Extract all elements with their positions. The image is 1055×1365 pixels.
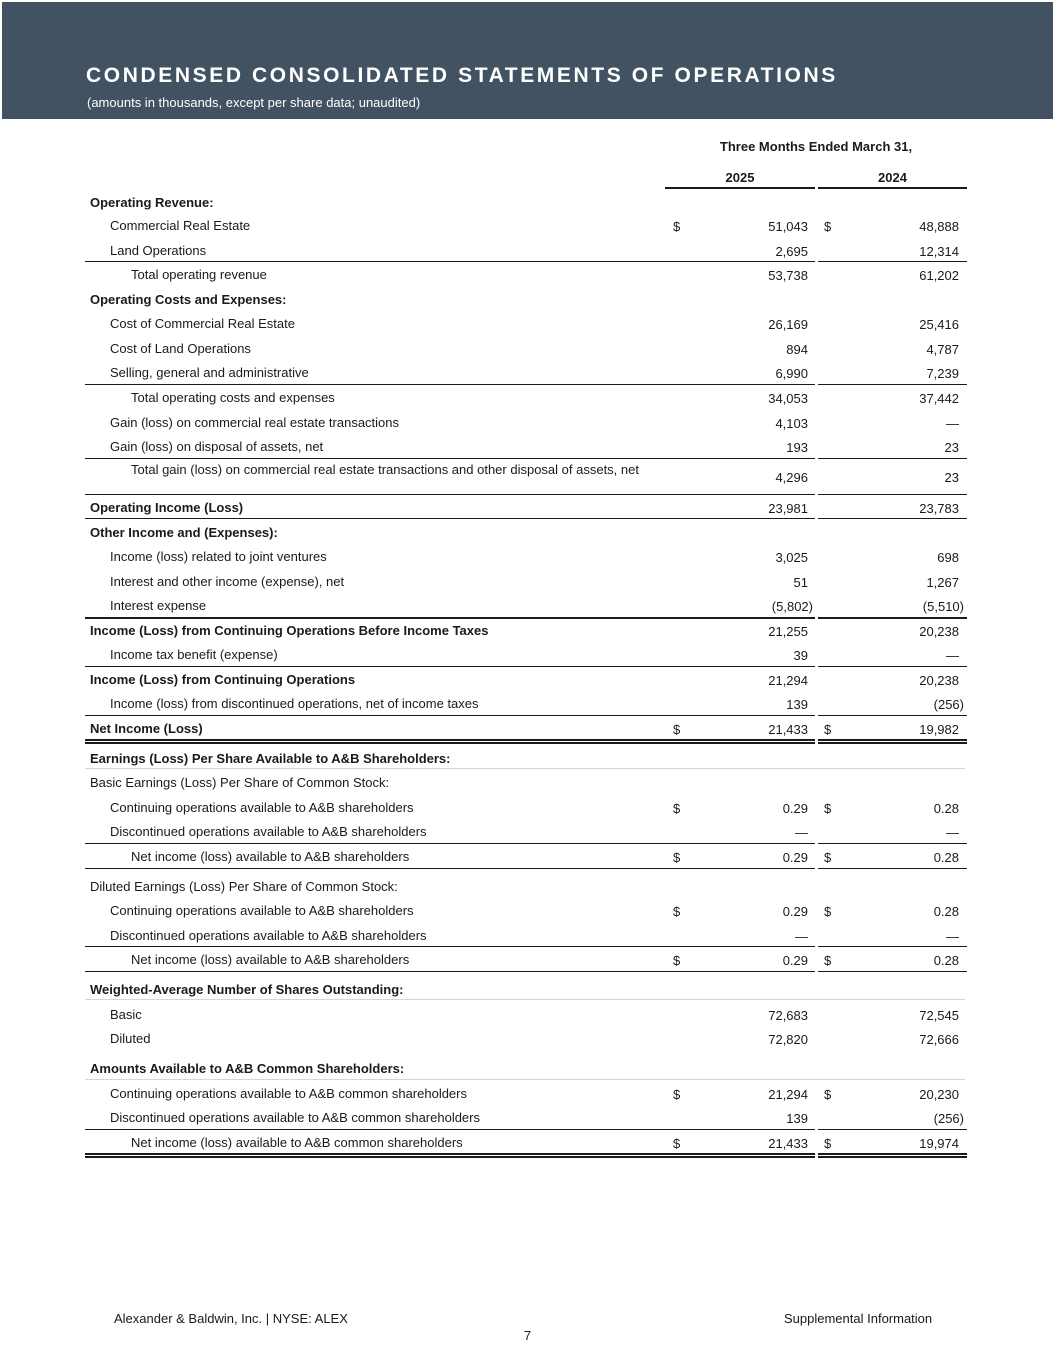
row-label: Total gain (loss) on commercial real estate transactions and other disposal of assets, net bbox=[131, 462, 639, 477]
value-2024: 23,783 bbox=[919, 501, 959, 516]
value-2025: 72,683 bbox=[768, 1008, 808, 1023]
row-label: Total operating revenue bbox=[131, 267, 267, 282]
table-rule bbox=[85, 617, 665, 619]
currency-symbol: $ bbox=[824, 1136, 832, 1151]
row-label: Discontinued operations available to A&B shareholders bbox=[110, 824, 427, 839]
table-rule bbox=[85, 1153, 665, 1158]
row-label: Discontinued operations available to A&B common shareholders bbox=[110, 1110, 480, 1125]
value-2025: (5,802) bbox=[771, 599, 813, 614]
value-2024: 72,545 bbox=[919, 1008, 959, 1023]
table-rule bbox=[85, 518, 665, 519]
row-label: Income (loss) related to joint ventures bbox=[110, 549, 327, 564]
table-rule bbox=[818, 384, 967, 385]
value-2025: — bbox=[795, 825, 808, 840]
row-label: Net Income (Loss) bbox=[90, 721, 203, 736]
table-rule bbox=[665, 1129, 815, 1130]
value-2025: 21,255 bbox=[768, 624, 808, 639]
table-rule bbox=[665, 843, 815, 844]
row-label: Net income (loss) available to A&B shareholders bbox=[131, 849, 410, 864]
value-2025: 51 bbox=[793, 575, 808, 590]
row-label: Gain (loss) on disposal of assets, net bbox=[110, 439, 324, 454]
row-label: Basic bbox=[110, 1007, 142, 1022]
table-rule bbox=[665, 1153, 815, 1158]
row-label: Interest and other income (expense), net bbox=[110, 574, 345, 589]
row-label: Operating Income (Loss) bbox=[90, 500, 244, 515]
value-2024: 23 bbox=[944, 440, 959, 455]
table-rule bbox=[665, 946, 815, 947]
value-2025: 4,296 bbox=[775, 470, 808, 485]
table-rule bbox=[85, 999, 965, 1000]
value-2024: 4,787 bbox=[926, 342, 959, 357]
table-rule bbox=[818, 261, 967, 262]
value-2024: 12,314 bbox=[919, 244, 959, 259]
row-label: Diluted bbox=[110, 1031, 151, 1046]
table-rule bbox=[665, 261, 815, 262]
table-rule bbox=[818, 715, 967, 716]
value-2024: 1,267 bbox=[926, 575, 959, 590]
row-label: Income (Loss) from Continuing Operations bbox=[90, 672, 356, 687]
table-rule bbox=[85, 739, 665, 744]
value-2025: 3,025 bbox=[775, 550, 808, 565]
value-2025: 0.29 bbox=[782, 801, 808, 816]
row-label: Cost of Commercial Real Estate bbox=[110, 316, 295, 331]
value-2024: 0.28 bbox=[933, 953, 959, 968]
row-label: Operating Revenue: bbox=[90, 195, 214, 210]
row-label: Earnings (Loss) Per Share Available to A&B Shareholders: bbox=[90, 751, 451, 766]
value-2025: 0.29 bbox=[782, 850, 808, 865]
table-rule bbox=[85, 768, 965, 769]
table-rule bbox=[665, 494, 815, 495]
row-label: Basic Earnings (Loss) Per Share of Common Stock: bbox=[90, 775, 390, 790]
currency-symbol: $ bbox=[824, 1087, 832, 1102]
row-label: Interest expense bbox=[110, 598, 207, 613]
row-label: Land Operations bbox=[110, 243, 207, 258]
table-rule bbox=[818, 1153, 967, 1158]
row-label: Cost of Land Operations bbox=[110, 341, 251, 356]
table-rule bbox=[818, 666, 967, 667]
table-rule bbox=[85, 666, 665, 667]
period-header: Three Months Ended March 31, bbox=[719, 139, 913, 154]
table-rule bbox=[85, 1079, 965, 1080]
value-2025: 21,433 bbox=[768, 1136, 808, 1151]
value-2025: 23,981 bbox=[768, 501, 808, 516]
table-rule bbox=[818, 971, 967, 972]
column-header-2024: 2024 bbox=[878, 170, 907, 185]
table-rule bbox=[818, 494, 967, 495]
value-2025: 34,053 bbox=[768, 391, 808, 406]
table-rule bbox=[665, 518, 815, 519]
table-rule bbox=[665, 666, 815, 667]
table-rule bbox=[85, 261, 665, 262]
value-2025: 21,433 bbox=[768, 722, 808, 737]
value-2024: 698 bbox=[937, 550, 959, 565]
table-rule bbox=[818, 843, 967, 844]
table-rule bbox=[818, 1129, 967, 1130]
column-header-2025: 2025 bbox=[725, 170, 755, 185]
value-2025: 2,695 bbox=[775, 244, 808, 259]
currency-symbol: $ bbox=[673, 1087, 681, 1102]
currency-symbol: $ bbox=[824, 801, 832, 816]
table-rule bbox=[665, 868, 815, 869]
row-label: Diluted Earnings (Loss) Per Share of Common Stock: bbox=[90, 879, 398, 894]
value-2025: 21,294 bbox=[768, 673, 808, 688]
value-2024: — bbox=[946, 929, 959, 944]
value-2024: 19,974 bbox=[919, 1136, 959, 1151]
footer-company: Alexander & Baldwin, Inc. | NYSE: ALEX bbox=[114, 1311, 348, 1326]
value-2025: 0.29 bbox=[782, 904, 808, 919]
value-2024: 20,238 bbox=[919, 673, 959, 688]
page-title: CONDENSED CONSOLIDATED STATEMENTS OF OPERATIONS bbox=[86, 64, 838, 87]
value-2024: (256) bbox=[933, 1111, 964, 1126]
currency-symbol: $ bbox=[824, 953, 832, 968]
value-2024: 0.28 bbox=[933, 850, 959, 865]
table-rule bbox=[85, 715, 665, 716]
value-2024: 20,230 bbox=[919, 1087, 959, 1102]
row-label: Amounts Available to A&B Common Shareholders: bbox=[90, 1061, 405, 1076]
table-rule bbox=[818, 458, 967, 459]
row-label: Continuing operations available to A&B common shareholders bbox=[110, 1086, 467, 1101]
row-label: Continuing operations available to A&B shareholders bbox=[110, 903, 414, 918]
row-label: Income (Loss) from Continuing Operations Before Income Taxes bbox=[90, 623, 489, 638]
value-2024: 37,442 bbox=[919, 391, 959, 406]
value-2025: 139 bbox=[786, 697, 808, 712]
table-rule bbox=[665, 971, 815, 972]
table-rule bbox=[85, 494, 665, 495]
currency-symbol: $ bbox=[673, 801, 681, 816]
table-rule bbox=[818, 739, 967, 744]
table-rule bbox=[818, 946, 967, 947]
row-label: Net income (loss) available to A&B shareholders bbox=[131, 952, 410, 967]
table-rule bbox=[665, 384, 815, 385]
value-2024: 0.28 bbox=[933, 801, 959, 816]
value-2024: 20,238 bbox=[919, 624, 959, 639]
value-2024: 7,239 bbox=[926, 366, 959, 381]
currency-symbol: $ bbox=[673, 1136, 681, 1151]
row-label: Operating Costs and Expenses: bbox=[90, 292, 287, 307]
currency-symbol: $ bbox=[824, 722, 832, 737]
currency-symbol: $ bbox=[673, 722, 681, 737]
table-rule bbox=[85, 946, 665, 947]
currency-symbol: $ bbox=[673, 219, 681, 234]
currency-symbol: $ bbox=[673, 904, 681, 919]
value-2025: 6,990 bbox=[775, 366, 808, 381]
value-2024: 61,202 bbox=[919, 268, 959, 283]
table-rule bbox=[85, 458, 665, 459]
value-2024: — bbox=[946, 648, 959, 663]
value-2025: 51,043 bbox=[768, 219, 808, 234]
row-label: Weighted-Average Number of Shares Outstanding: bbox=[90, 982, 404, 997]
value-2025: 39 bbox=[793, 648, 808, 663]
table-rule bbox=[818, 868, 967, 869]
row-label: Income tax benefit (expense) bbox=[110, 647, 278, 662]
table-rule bbox=[85, 1129, 665, 1130]
value-2025: 894 bbox=[786, 342, 808, 357]
value-2025: 139 bbox=[786, 1111, 808, 1126]
currency-symbol: $ bbox=[673, 850, 681, 865]
row-label: Income (loss) from discontinued operations, net of income taxes bbox=[110, 696, 479, 711]
table-rule bbox=[818, 518, 967, 519]
page-subtitle: (amounts in thousands, except per share data; unaudited) bbox=[87, 95, 421, 110]
value-2025: 4,103 bbox=[775, 416, 808, 431]
value-2025: 53,738 bbox=[768, 268, 808, 283]
table-rule bbox=[665, 715, 815, 716]
table-rule bbox=[665, 617, 815, 619]
value-2024: 0.28 bbox=[933, 904, 959, 919]
value-2025: 193 bbox=[786, 440, 808, 455]
value-2024: (256) bbox=[933, 697, 964, 712]
row-label: Total operating costs and expenses bbox=[131, 390, 335, 405]
table-rule bbox=[818, 617, 967, 619]
table-rule bbox=[85, 868, 665, 869]
value-2024: 72,666 bbox=[919, 1032, 959, 1047]
value-2025: 26,169 bbox=[768, 317, 808, 332]
value-2024: 23 bbox=[944, 470, 959, 485]
row-label: Commercial Real Estate bbox=[110, 218, 251, 233]
row-label: Selling, general and administrative bbox=[110, 365, 309, 380]
value-2024: — bbox=[946, 416, 959, 431]
value-2024: 48,888 bbox=[919, 219, 959, 234]
value-2025: 0.29 bbox=[782, 953, 808, 968]
table-rule bbox=[85, 971, 665, 972]
currency-symbol: $ bbox=[824, 850, 832, 865]
currency-symbol: $ bbox=[673, 953, 681, 968]
value-2024: — bbox=[946, 825, 959, 840]
table-rule bbox=[665, 458, 815, 459]
value-2025: 72,820 bbox=[768, 1032, 808, 1047]
row-label: Discontinued operations available to A&B shareholders bbox=[110, 928, 427, 943]
row-label: Gain (loss) on commercial real estate transactions bbox=[110, 415, 400, 430]
page-number: 7 bbox=[523, 1328, 532, 1343]
row-label: Net income (loss) available to A&B common shareholders bbox=[131, 1135, 463, 1150]
row-label: Continuing operations available to A&B shareholders bbox=[110, 800, 414, 815]
value-2025: — bbox=[795, 929, 808, 944]
currency-symbol: $ bbox=[824, 219, 832, 234]
currency-symbol: $ bbox=[824, 904, 832, 919]
value-2024: 25,416 bbox=[919, 317, 959, 332]
value-2024: 19,982 bbox=[919, 722, 959, 737]
table-rule bbox=[85, 843, 665, 844]
value-2025: 21,294 bbox=[768, 1087, 808, 1102]
value-2024: (5,510) bbox=[922, 599, 964, 614]
row-label: Other Income and (Expenses): bbox=[90, 525, 278, 540]
table-rule bbox=[665, 739, 815, 744]
footer-section: Supplemental Information bbox=[784, 1311, 933, 1326]
table-rule bbox=[85, 384, 665, 385]
